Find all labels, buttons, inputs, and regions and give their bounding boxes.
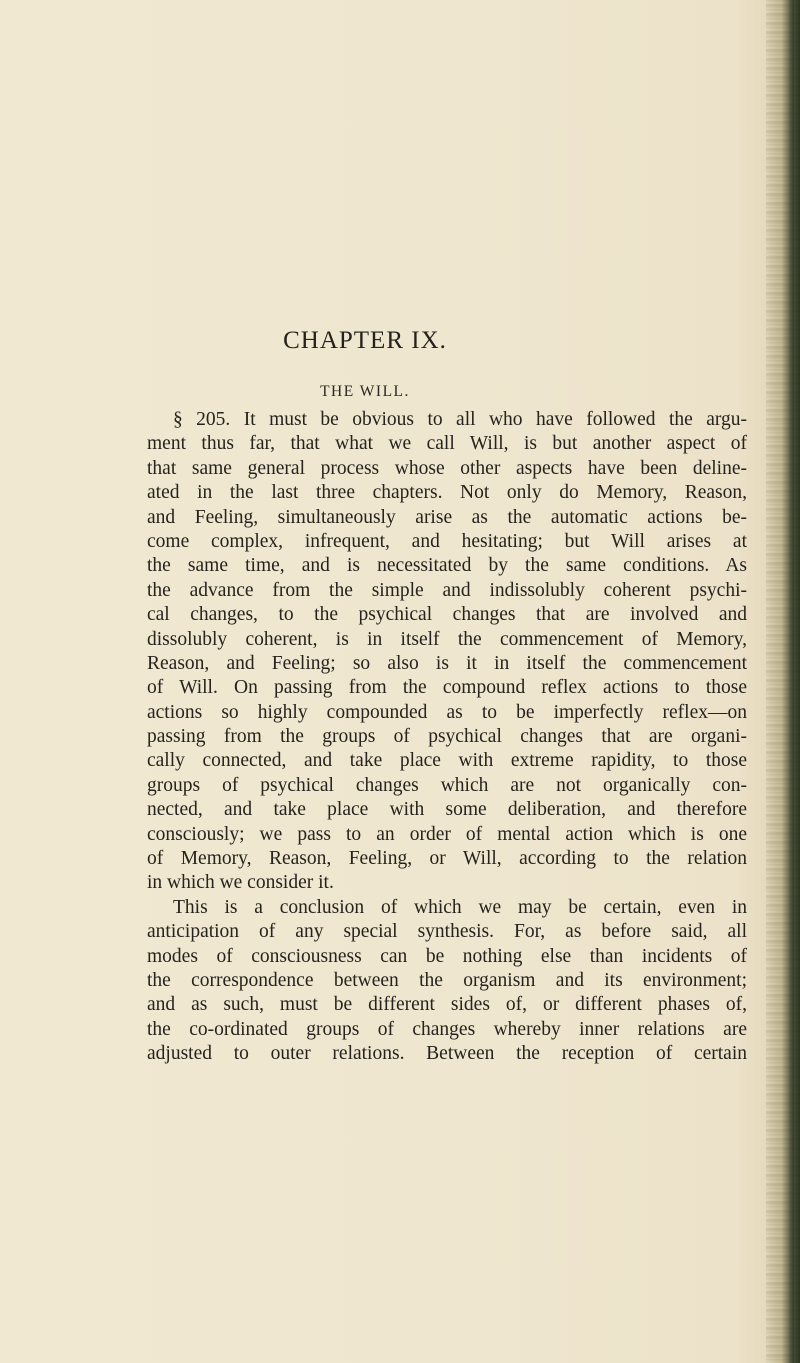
text-line: of Memory, Reason, Feeling, or Will, according to the relation <box>147 848 747 870</box>
section-title: THE WILL. <box>320 383 410 400</box>
text-line: in which we consider it. <box>147 872 334 894</box>
text-line: and Feeling, simultaneously arise as the automatic actions be- <box>147 506 747 528</box>
text-line: and as such, must be different sides of, or different phases of, <box>147 994 747 1016</box>
page-edge-shadow <box>788 0 794 1363</box>
text-line: Reason, and Feeling; so also is it in itself the commencement <box>147 652 747 674</box>
text-line: groups of psychical changes which are not organically con- <box>147 774 747 796</box>
text-line: nected, and take place with some deliberation, and therefore <box>147 799 747 821</box>
text-line: the correspondence between the organism and its environment; <box>147 969 747 991</box>
text-line: modes of consciousness can be nothing else than incidents of <box>147 945 747 967</box>
text-line: the co-ordinated groups of changes whereby inner relations are <box>147 1018 747 1040</box>
text-line: This is a conclusion of which we may be certain, even in <box>173 896 747 918</box>
text-line: § 205. It must be obvious to all who have followed the argu- <box>173 409 747 430</box>
text-line: come complex, infrequent, and hesitating; but Will arises at <box>147 530 747 552</box>
text-line: adjusted to outer relations. Between the reception of certain <box>147 1043 747 1065</box>
body-text <box>147 408 747 1067</box>
text-line: cal changes, to the psychical changes that are involved and <box>147 604 747 626</box>
text-line: the same time, and is necessitated by the same conditions. As <box>147 555 747 577</box>
text-line: actions so highly compounded as to be imperfectly reflex—on <box>147 701 747 723</box>
text-line: the advance from the simple and indissolubly coherent psychi- <box>147 579 747 601</box>
text-line: dissolubly coherent, is in itself the commencement of Memory, <box>147 628 747 650</box>
paragraph <box>147 896 747 1067</box>
text-line: of Will. On passing from the compound reflex actions to those <box>147 677 747 699</box>
text-line: ated in the last three chapters. Not only do Memory, Reason, <box>147 482 747 504</box>
text-line: passing from the groups of psychical changes that are organi- <box>147 726 747 748</box>
chapter-title: CHAPTER IX. <box>283 327 447 354</box>
text-line: that same general process whose other aspects have been deline- <box>147 457 747 479</box>
page-edge <box>766 0 800 1363</box>
text-line: consciously; we pass to an order of mental action which is one <box>147 823 747 845</box>
text-line: ment thus far, that what we call Will, is but another aspect of <box>147 433 747 455</box>
paragraph <box>147 408 747 896</box>
text-line: cally connected, and take place with extreme rapidity, to those <box>147 750 747 772</box>
text-line: anticipation of any special synthesis. For, as before said, all <box>147 921 747 943</box>
